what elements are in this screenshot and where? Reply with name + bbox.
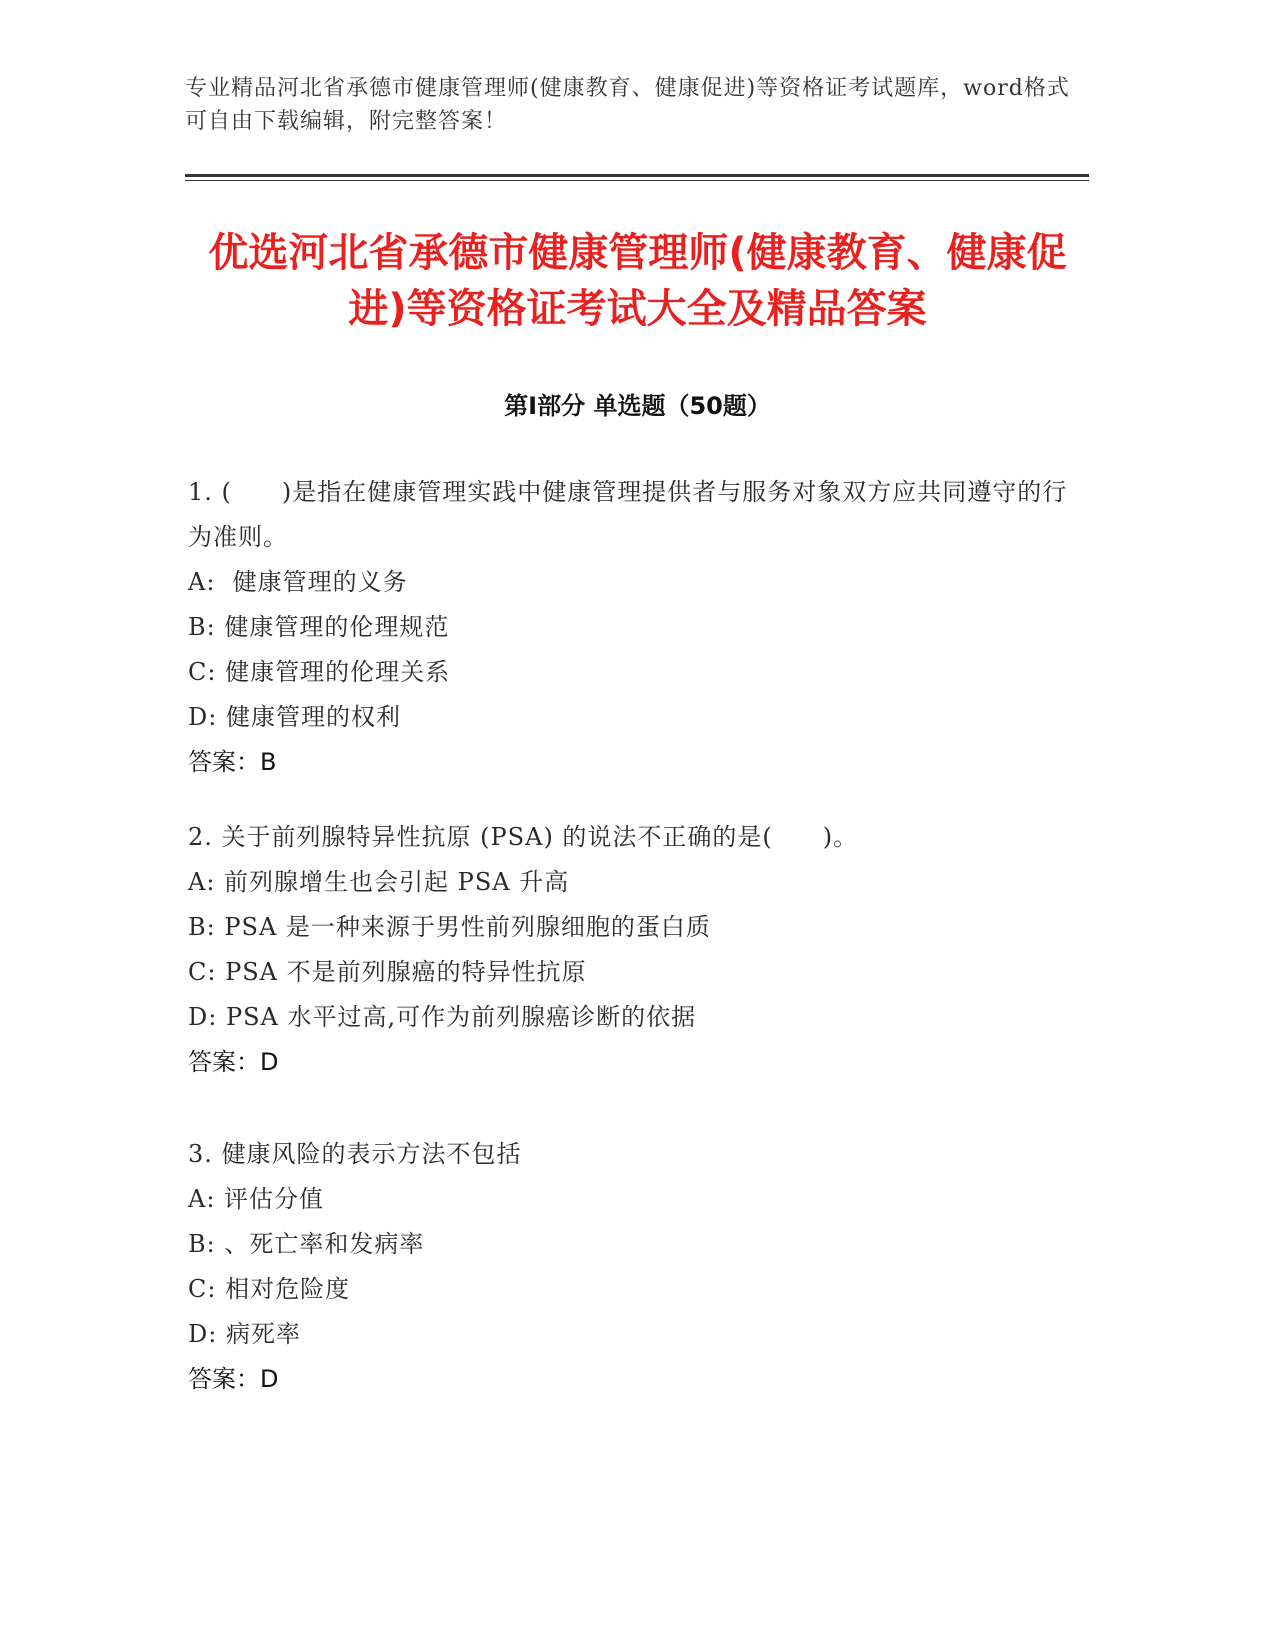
question-2 [188, 815, 1088, 1085]
answer: 答案：D [188, 1048, 279, 1076]
option-b: B: 、死亡率和发病率 [188, 1230, 425, 1258]
option-a: A: 健康管理的义务 [188, 568, 408, 596]
question-1 [188, 470, 1088, 785]
question-stem: 1. ( )是指在健康管理实践中健康管理提供者与服务对象双方应共同遵守的行为准则。 [188, 478, 1068, 551]
question-stem: 3. 健康风险的表示方法不包括 [188, 1140, 522, 1168]
option-c: C: 相对危险度 [188, 1275, 351, 1303]
option-d: D: 健康管理的权利 [188, 703, 401, 731]
question-stem: 2. 关于前列腺特异性抗原 (PSA) 的说法不正确的是( )。 [188, 823, 859, 851]
answer: 答案：B [188, 748, 277, 776]
answer: 答案：D [188, 1365, 279, 1393]
header-rule-thick [185, 174, 1089, 177]
option-b: B: 健康管理的伦理规范 [188, 613, 450, 641]
document-title: 优选河北省承德市健康管理师(健康教育、健康促进)等资格证考试大全及精品答案 [208, 230, 1067, 332]
option-c: C: 健康管理的伦理关系 [188, 658, 451, 686]
option-a: A: 前列腺增生也会引起 PSA 升高 [188, 868, 570, 896]
option-b: B: PSA 是一种来源于男性前列腺细胞的蛋白质 [188, 913, 711, 941]
option-d: D: 病死率 [188, 1320, 301, 1348]
option-a: A: 评估分值 [188, 1185, 325, 1213]
page-header [185, 72, 1085, 138]
option-c: C: PSA 不是前列腺癌的特异性抗原 [188, 958, 587, 986]
question-3 [188, 1132, 1088, 1402]
header-text: 专业精品河北省承德市健康管理师(健康教育、健康促进)等资格证考试题库，word格式可自由下载编辑，附完整答案！ [185, 76, 1070, 134]
section-title: 第Ⅰ部分 单选题（50题） [504, 392, 771, 420]
header-rule-thin [185, 180, 1089, 181]
option-d: D: PSA 水平过高,可作为前列腺癌诊断的依据 [188, 1003, 697, 1031]
